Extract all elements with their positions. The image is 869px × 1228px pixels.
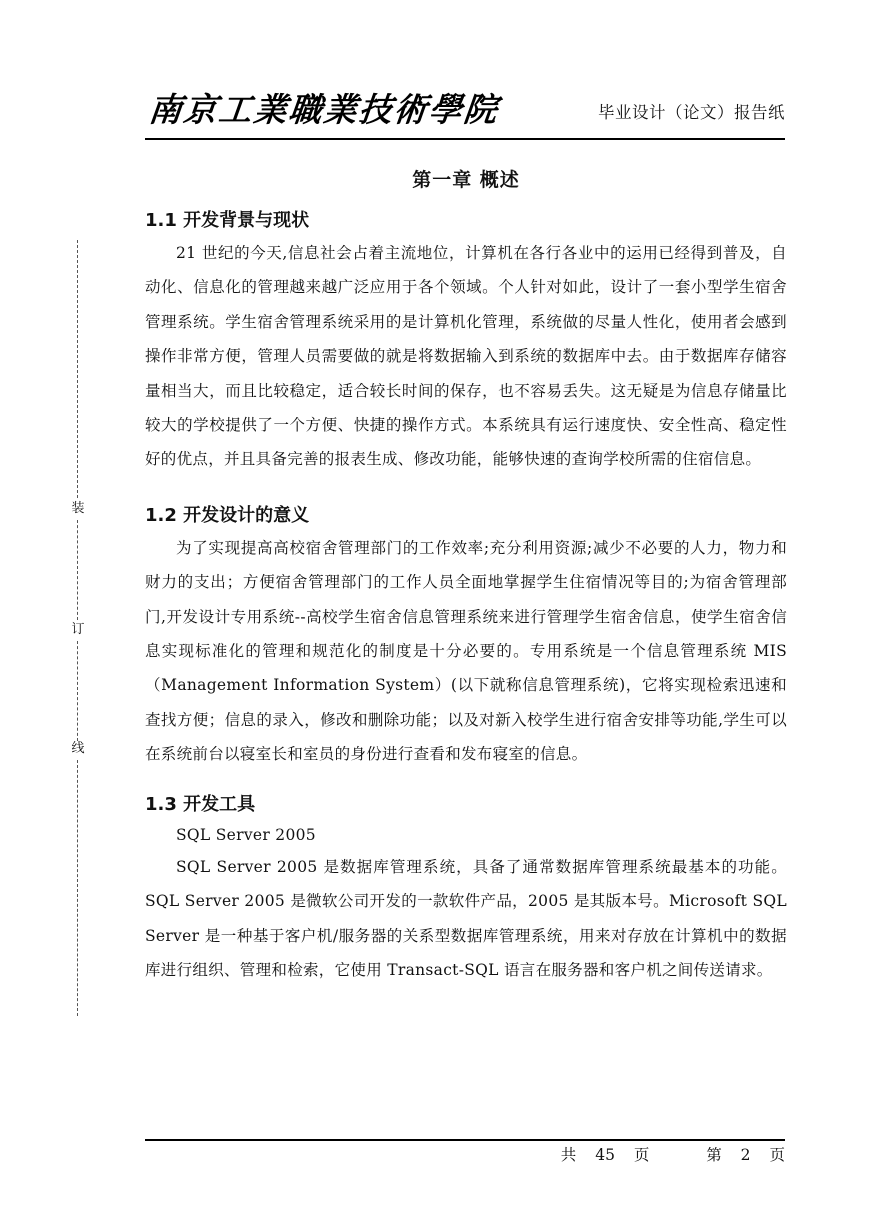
- section-1-3: [145, 790, 787, 988]
- binding-dash-1: [77, 240, 78, 498]
- paragraph: 为了实现提高高校宿舍管理部门的工作效率;充分利用资源;减少不必要的人力，物力和财力的支出；方便宿舍管理部门的工作人员全面地掌握学生住宿情况等目的;为宿舍管理部门,开发设计专用系统--高校学生宿舍信息管理系统来进行管理学生宿舍信息，使学生宿舍信息实现标准化的管理和规范化的制度是十分必要的。专用系统是一个信息管理系统 MIS（Management Information System）(以下就称信息管理系统)，它将实现检索迅速和查找方便；信息的录入，修改和删除功能；以及对新入校学生进行宿舍安排等功能,学生可以在系统前台以寝室长和室员的身份进行查看和发布寝室的信息。: [145, 538, 787, 764]
- section-heading: 1.3 开发工具: [145, 793, 256, 815]
- binding-dash-2: [77, 520, 78, 620]
- section-1-2: [145, 501, 787, 772]
- binding-char-xian: 线: [71, 741, 85, 756]
- page-header: [145, 78, 785, 138]
- binding-char-zhuang: 装: [71, 501, 85, 516]
- page-number: 共 45 页 第 2 页: [560, 1146, 785, 1164]
- binding-dash-4: [77, 760, 78, 1016]
- school-logo: 南京工業職業技術學院: [146, 90, 501, 129]
- binding-dash-3: [77, 641, 78, 741]
- page-body: [145, 160, 787, 987]
- section-heading: 1.1 开发背景与现状: [145, 210, 310, 231]
- paragraph: 21 世纪的今天,信息社会占着主流地位，计算机在各行各业中的运用已经得到普及，自动化、信息化的管理越来越广泛应用于各个领域。个人针对如此，设计了一套小型学生宿舍管理系统。学生宿舍管理系统采用的是计算机化管理，系统做的尽量人性化，使用者会感到操作非常方便，管理人员需要做的就是将数据输入到系统的数据库中去。由于数据库存储容量相当大，而且比较稳定，适合较长时间的保存，也不容易丢失。这无疑是为信息存储量比较大的学校提供了一个方便、快捷的操作方式。本系统具有运行速度快、安全性高、稳定性好的优点，并且具备完善的报表生成、修改功能，能够快速的查询学校所需的住宿信息。: [145, 244, 787, 469]
- section-1-1: [145, 206, 787, 477]
- paragraph: SQL Server 2005 是数据库管理系统，具备了通常数据库管理系统最基本的功能。SQL Server 2005 是微软公司开发的一款软件产品，2005 是其版本号。Microsoft SQL Server 是一种基于客户机/服务器的关系型数据库管理系统，用来对存放在计算机中的数据库进行组织、管理和检索，它使用 Transact-SQL 语言在服务器和客户机之间传送请求。: [145, 857, 787, 979]
- binding-line: [71, 240, 85, 1016]
- binding-char-ding: 订: [71, 622, 85, 637]
- footer-rule: [145, 1139, 785, 1141]
- paragraph: SQL Server 2005: [176, 825, 316, 844]
- section-heading: 1.2 开发设计的意义: [145, 504, 310, 526]
- chapter-title: 第一章 概述: [412, 169, 520, 191]
- header-rule: [145, 138, 785, 140]
- header-report-title: 毕业设计（论文）报告纸: [598, 103, 785, 122]
